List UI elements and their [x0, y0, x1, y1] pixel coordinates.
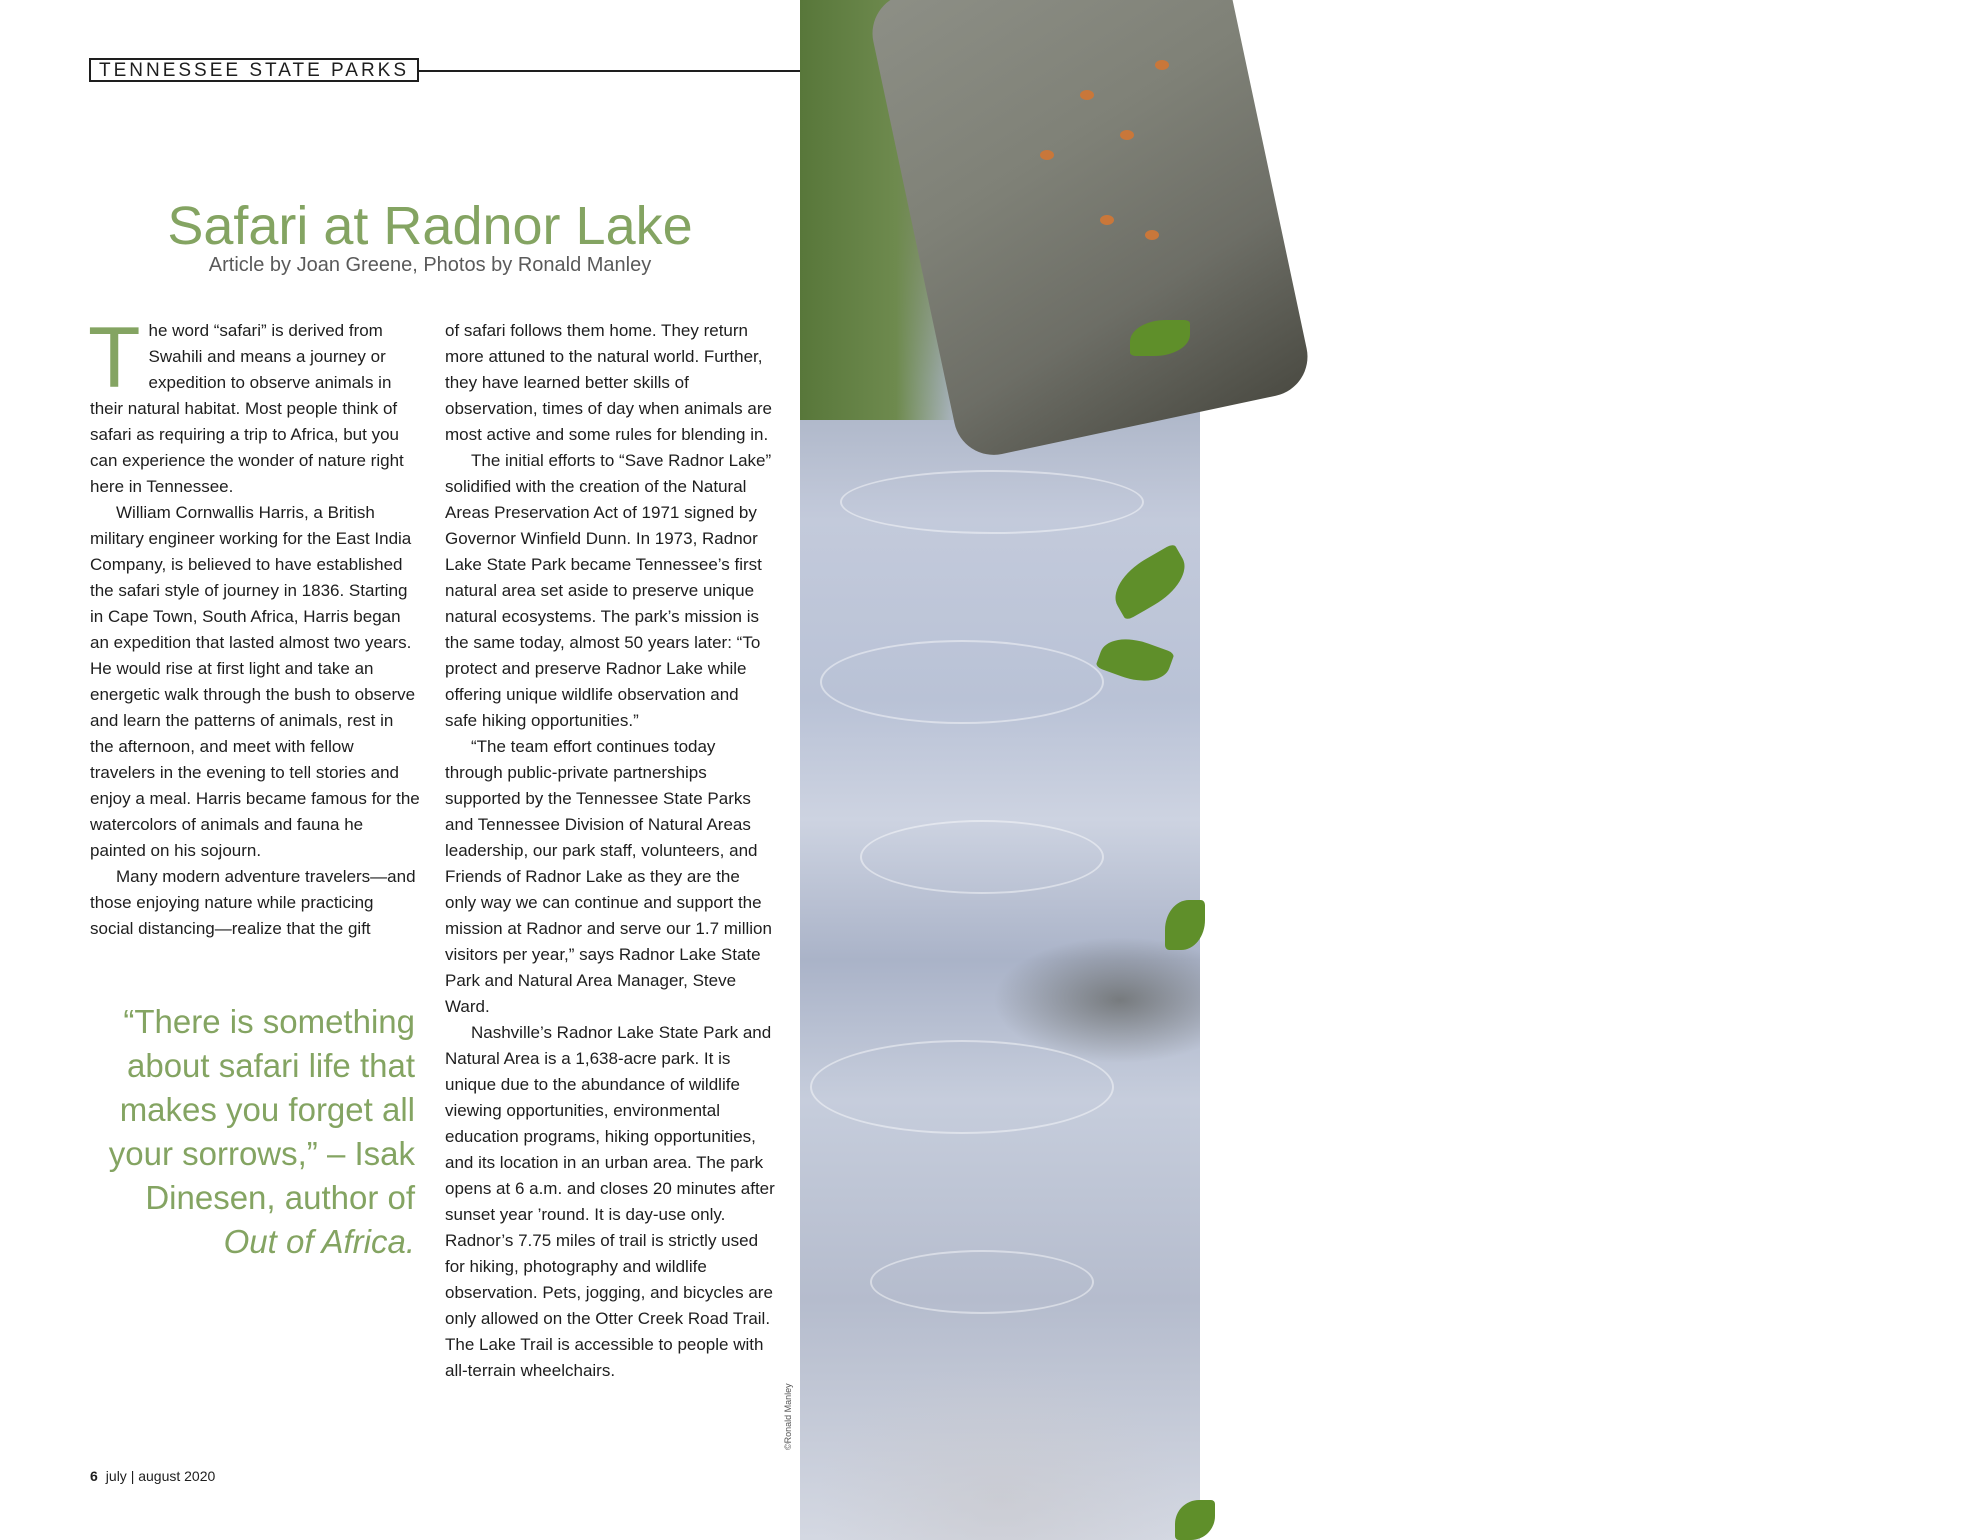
pull-quote-text: “There is something about safari life that makes you forget all your sorrows,” – Isak Dinesen, author of — [108, 1003, 415, 1216]
paragraph-2: William Cornwallis Harris, a British military engineer working for the East India Company, is believed to have established the safari style of journey in 1836. Starting in Cape Town, South Africa, Harris began an expedition that lasted almost two years. He would rise at first light and take an energetic walk through the bush to observe and learn the patterns of animals, rest in the afternoon, and meet with fellow travelers in the evening to tell stories and enjoy a meal. Harris became famous for the watercolors of animals and fauna he painted on his sojourn. — [90, 503, 420, 860]
paragraph-3: Many modern adventure travelers—and those enjoying nature while practicing social distancing—realize that the gift — [90, 867, 416, 938]
photo-lichen-spot — [1145, 230, 1159, 240]
photo-credit: ©Ronald Manley — [783, 1383, 793, 1450]
photo-water-ripple — [820, 640, 1104, 724]
photo-water-ripple — [860, 820, 1104, 894]
paragraph-6: “The team effort continues today through public-private partnerships supported by the Tennessee State Parks and Tennessee Division of Natural Areas leadership, our park staff, volunteers, and Friends of Radnor Lake as they are the only way we can continue and support the mission at Radnor and serve our 1.7 million visitors per year,” says Radnor Lake State Park and Natural Area Manager, Steve Ward. — [445, 737, 772, 1016]
header-rule — [419, 70, 800, 72]
article-title: Safari at Radnor Lake — [167, 196, 693, 256]
issue-date: july | august 2020 — [105, 1468, 216, 1484]
photo-water-ripple — [870, 1250, 1094, 1314]
photo-leaf — [1175, 1500, 1215, 1540]
article-byline: Article by Joan Greene, Photos by Ronald Manley — [208, 254, 652, 276]
photo-water-ripple — [810, 1040, 1114, 1134]
photo-leaf — [1165, 900, 1205, 950]
photo-lichen-spot — [1120, 130, 1134, 140]
photo-leaf — [1104, 543, 1195, 621]
photo-water-ripple — [840, 470, 1144, 534]
photo-lichen-spot — [1040, 150, 1054, 160]
photo-leaf — [1095, 629, 1174, 691]
pull-quote — [80, 1000, 415, 1264]
paragraph-7: Nashville’s Radnor Lake State Park and Natural Area is a 1,638-acre park. It is unique due to the abundance of wildlife viewing opportunities, environmental education programs, hiking opportunities, and its location in an urban area. The park opens at 6 a.m. and closes 20 minutes after sunset year ’round. It is day-use only. Radnor’s 7.75 miles of trail is strictly used for hiking, photography and wildlife observation. Pets, jogging, and bicycles are only allowed on the Otter Creek Road Trail. The Lake Trail is accessible to people with all-terrain wheelchairs. — [445, 1023, 775, 1380]
page-number: 6 — [90, 1468, 98, 1484]
photo-lichen-spot — [1155, 60, 1169, 70]
photo-lichen-spot — [1080, 90, 1094, 100]
paragraph-4: of safari follows them home. They return more attuned to the natural world. Further, they have learned better skills of observation, times of day when animals are most active and some rules for blending in. — [445, 321, 772, 444]
river-otter-photo — [800, 0, 1936, 1540]
drop-cap: T — [88, 310, 141, 406]
paragraph-1 — [88, 310, 420, 500]
section-header: TENNESSEE STATE PARKS — [89, 58, 419, 82]
paragraph-1-text: he word “safari” is derived from Swahili and means a journey or expedition to observe animals in their natural habitat. Most people think of safari as requiring a trip to Africa, but you can experience the wonder of nature right here in Tennessee. — [90, 321, 404, 496]
body-column-2 — [445, 318, 775, 1384]
photo-caption: River Otters made their way back into Radnor Lake in 1998 and continue to be a favorite of visitors. — [1627, 1420, 1936, 1453]
body-column-1 — [88, 310, 420, 942]
page-folio — [90, 1468, 215, 1484]
paragraph-5: The initial efforts to “Save Radnor Lake” solidified with the creation of the Natural Areas Preservation Act of 1971 signed by Governor Winfield Dunn. In 1973, Radnor Lake State Park became Tennessee’s first natural area set aside to preserve unique natural ecosystems. The park’s mission is the same today, almost 50 years later: “To protect and preserve Radnor Lake while offering unique wildlife observation and safe hiking opportunities.” — [445, 451, 772, 730]
pull-quote-book-title: Out of Africa. — [223, 1223, 415, 1260]
photo-lichen-spot — [1100, 215, 1114, 225]
